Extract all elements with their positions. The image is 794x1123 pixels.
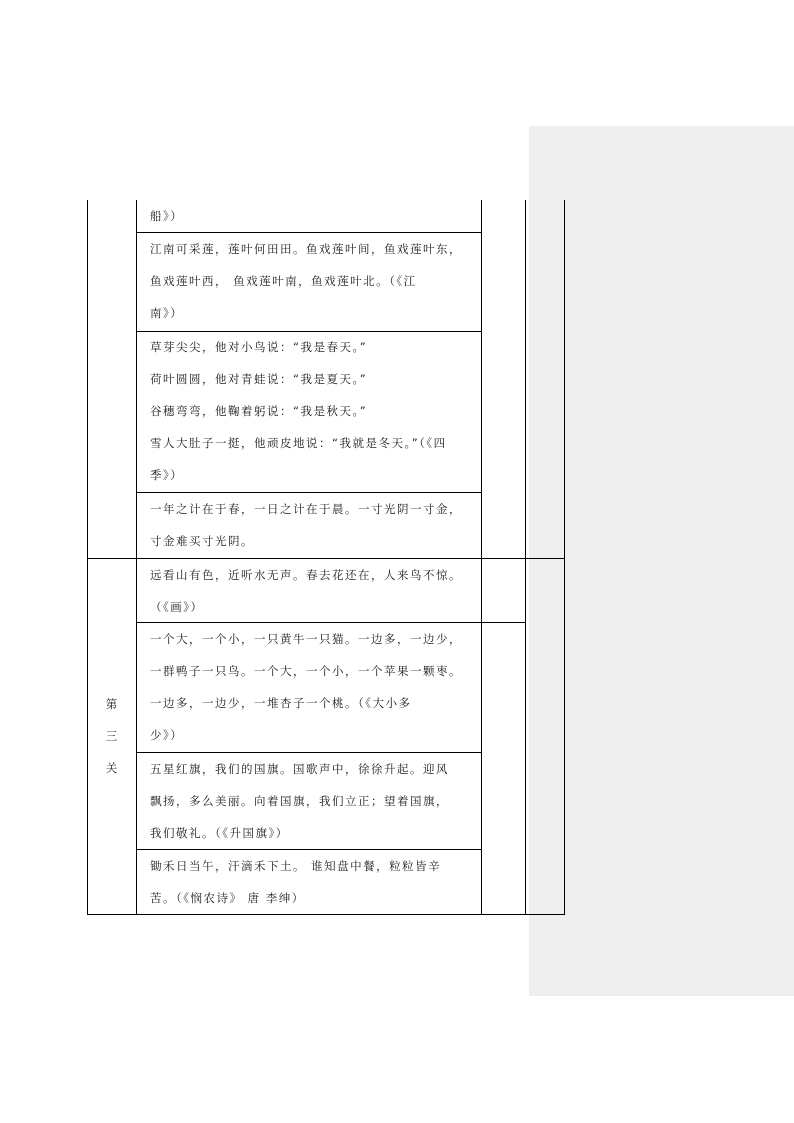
text-line: 寸金难买寸光阴。: [150, 534, 254, 548]
text-line: 我们敬礼。（《升国旗》）: [150, 826, 289, 840]
poem-cell: [150, 493, 470, 557]
level-three-label: [87, 688, 136, 784]
text-line: 草芽尖尖，他对小鸟说：“我是春天。”: [150, 340, 368, 354]
text-line: 少》）: [150, 728, 184, 742]
text-line: 五星红旗，我们的国旗。国歌声中，徐徐升起。迎风: [150, 762, 449, 776]
poem-cell: [150, 200, 470, 232]
level-label-char: 第: [105, 697, 118, 711]
poem-cell: [150, 559, 470, 623]
text-line: 锄禾日当午，汗滴禾下土。 谁知盘中餐，粒粒皆辛: [150, 859, 442, 873]
text-line: 一年之计在于春，一日之计在于晨。一寸光阴一寸金，: [150, 502, 462, 516]
text-line: 一边多，一边少，一堆杏子一个桃。（《大小多: [150, 696, 412, 710]
poem-cell: [150, 623, 470, 751]
text-line: （《画》）: [150, 600, 204, 614]
text-line: 季》）: [150, 468, 184, 482]
text-line: 雪人大肚子一挺，他顽皮地说：“我就是冬天。”（《四: [150, 436, 447, 450]
table-border-bottom: [87, 914, 565, 915]
text-line: 鱼戏莲叶西， 鱼戏莲叶南，鱼戏莲叶北。（《江: [150, 274, 417, 288]
text-line: 荷叶圆圆，他对青蛙说：“我是夏天。”: [150, 372, 368, 386]
level-label-char: 三: [105, 729, 118, 743]
text-line: 苦。（《悯农诗》 唐 李绅）: [150, 891, 305, 905]
text-line: 谷穗弯弯，他鞠着躬说：“我是秋天。”: [150, 404, 368, 418]
comment-pane: [529, 126, 794, 996]
text-line: 船》）: [150, 209, 184, 223]
text-line: 江南可采莲，莲叶何田田。鱼戏莲叶间，鱼戏莲叶东，: [150, 242, 462, 256]
text-line: 南》）: [150, 306, 184, 320]
text-line: 飘扬，多么美丽。向着国旗，我们立正；望着国旗，: [150, 794, 449, 808]
poem-cell: [150, 850, 470, 914]
text-line: 一个大，一个小，一只黄牛一只猫。一边多，一边少，: [150, 632, 462, 646]
text-line: 一群鸭子一只鸟。一个大，一个小，一个苹果一颗枣。: [150, 664, 462, 678]
poem-cell: [150, 331, 470, 491]
level-label-char: 关: [105, 761, 118, 775]
poem-cell: [150, 753, 470, 849]
poem-cell: [150, 233, 470, 329]
text-line: 远看山有色，近听水无声。春去花还在，人来鸟不惊。: [150, 568, 462, 582]
